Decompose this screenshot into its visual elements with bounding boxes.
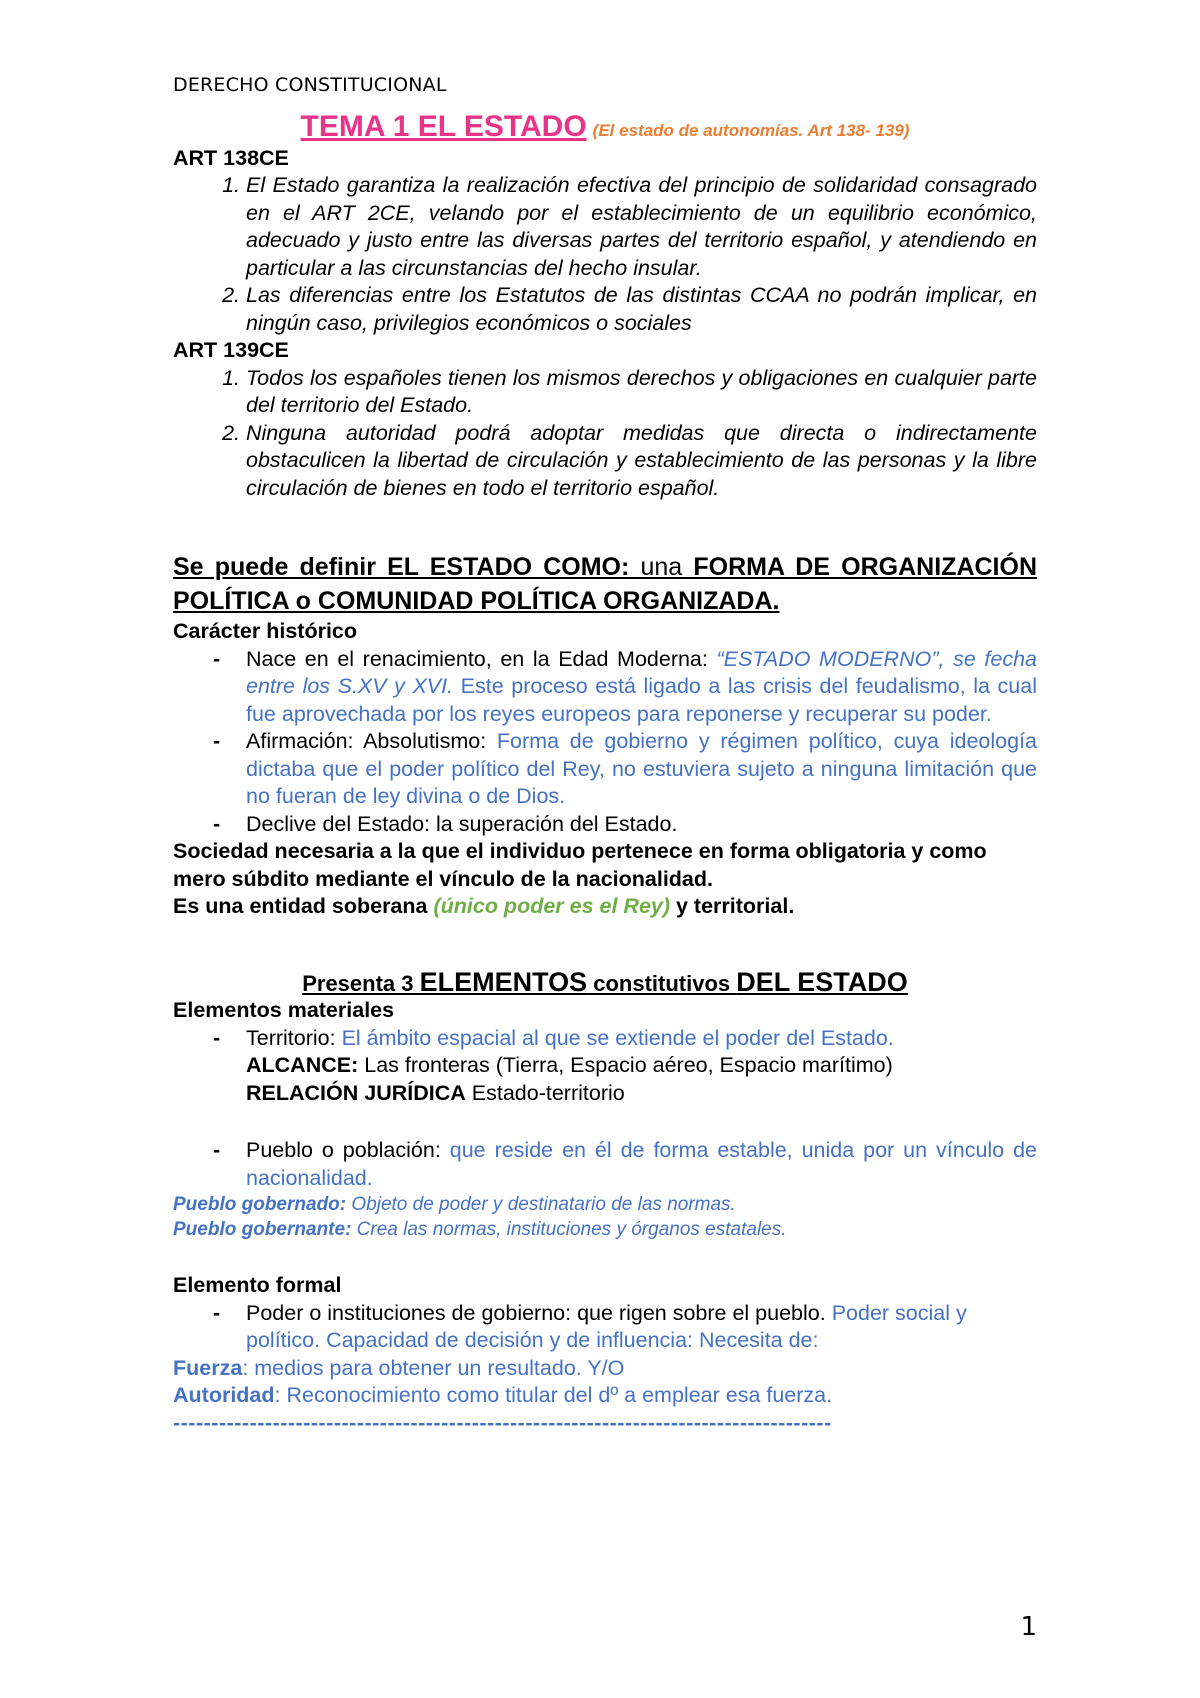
territorio-item: - Territorio: El ámbito espacial al que se extiende el poder del Estado. ALCANCE: Las fronteras (Tierra, Espacio aéreo, Espacio marítimo) RELACIÓN JURÍDICA Estado-territorio <box>246 1025 1037 1108</box>
elemento-formal-heading: Elemento formal <box>173 1273 342 1297</box>
title-main: TEMA 1 EL ESTADO <box>300 110 587 143</box>
pueblo-gobernante: Pueblo gobernante: Crea las normas, instituciones y órganos estatales. <box>173 1219 787 1240</box>
sociedad-text: Sociedad necesaria a la que el individuo pertenece en forma obligatoria y como mero súbdito mediante el vínculo de la nacionalidad. <box>173 839 987 891</box>
estado-definition: Se puede definir EL ESTADO COMO: una FORMA DE ORGANIZACIÓN POLÍTICA o COMUNIDAD POLÍTICA ORGANIZADA. <box>173 553 1037 615</box>
pueblo-gobernado: Pueblo gobernado: Objeto de poder y destinatario de las normas. <box>173 1194 736 1215</box>
formal-list <box>173 1300 1037 1355</box>
running-header: DERECHO CONSTITUCIONAL <box>173 74 447 96</box>
page-number: 1 <box>1020 1612 1037 1642</box>
art139-item-2: 2. Ninguna autoridad podrá adoptar medidas que directa o indirectamente obstaculicen la libertad de circulación y establecimiento de las personas y la libre circulación de bienes en todo el territorio español. <box>246 420 1037 503</box>
art138-list <box>173 172 1037 337</box>
historico-list <box>173 646 1037 839</box>
dashed-separator: -------------------------------------------------------------------------------------- <box>173 1410 832 1435</box>
pueblo-list <box>173 1137 1037 1192</box>
art138-heading: ART 138CE <box>173 145 289 170</box>
document-body <box>173 110 1037 1437</box>
document-page <box>173 0 1037 1698</box>
elementos-title: Presenta 3 ELEMENTOS constitutivos DEL ESTADO <box>302 966 908 997</box>
caracter-historico-heading: Carácter histórico <box>173 619 358 643</box>
fuerza-text: Fuerza: medios para obtener un resultado. Y/O <box>173 1355 625 1380</box>
elementos-materiales-heading: Elementos materiales <box>173 998 395 1022</box>
historico-item-3: - Declive del Estado: la superación del Estado. <box>246 811 1037 839</box>
art138-item-2: 2. Las diferencias entre los Estatutos de las distintas CCAA no podrán implicar, en ningún caso, privilegios económicos o sociales <box>246 282 1037 337</box>
art139-item-1: 1. Todos los españoles tienen los mismos derechos y obligaciones en cualquier parte del territorio del Estado. <box>246 365 1037 420</box>
art139-list <box>173 365 1037 503</box>
document-title <box>173 110 1037 145</box>
art139-heading: ART 139CE <box>173 338 289 362</box>
title-sub: (El estado de autonomías. Art 138- 139) <box>592 121 910 140</box>
entidad-text: Es una entidad soberana (único poder es el Rey) y territorial. <box>173 894 795 918</box>
historico-item-2: - Afirmación: Absolutismo: Forma de gobierno y régimen político, cuya ideología dictaba que el poder político del Rey, no estuviera sujeto a ninguna limitación que no fueran de ley divina o de Dios. <box>246 728 1037 811</box>
historico-item-1: - Nace en el renacimiento, en la Edad Moderna: “ESTADO MODERNO”, se fecha entre los S.XV y XVI. Este proceso está ligado a las crisis del feudalismo, la cual fue aprovechada por los reyes europeos para reponerse y recuperar su poder. <box>246 646 1037 729</box>
poder-item: - Poder o instituciones de gobierno: que rigen sobre el pueblo. Poder social y político. Capacidad de decisión y de influencia: Necesita de: <box>246 1300 1037 1355</box>
autoridad-text: Autoridad: Reconocimiento como titular del dº a emplear esa fuerza. <box>173 1383 833 1407</box>
art138-item-1: 1. El Estado garantiza la realización efectiva del principio de solidaridad consagrado en el ART 2CE, velando por el establecimiento de un equilibrio económico, adecuado y justo entre las diversas partes del territorio español, y atendiendo en particular a las circunstancias del hecho insular. <box>246 172 1037 282</box>
materiales-list <box>173 1025 1037 1108</box>
pueblo-item: - Pueblo o población: que reside en él de forma estable, unida por un vínculo de nacionalidad. <box>246 1137 1037 1192</box>
